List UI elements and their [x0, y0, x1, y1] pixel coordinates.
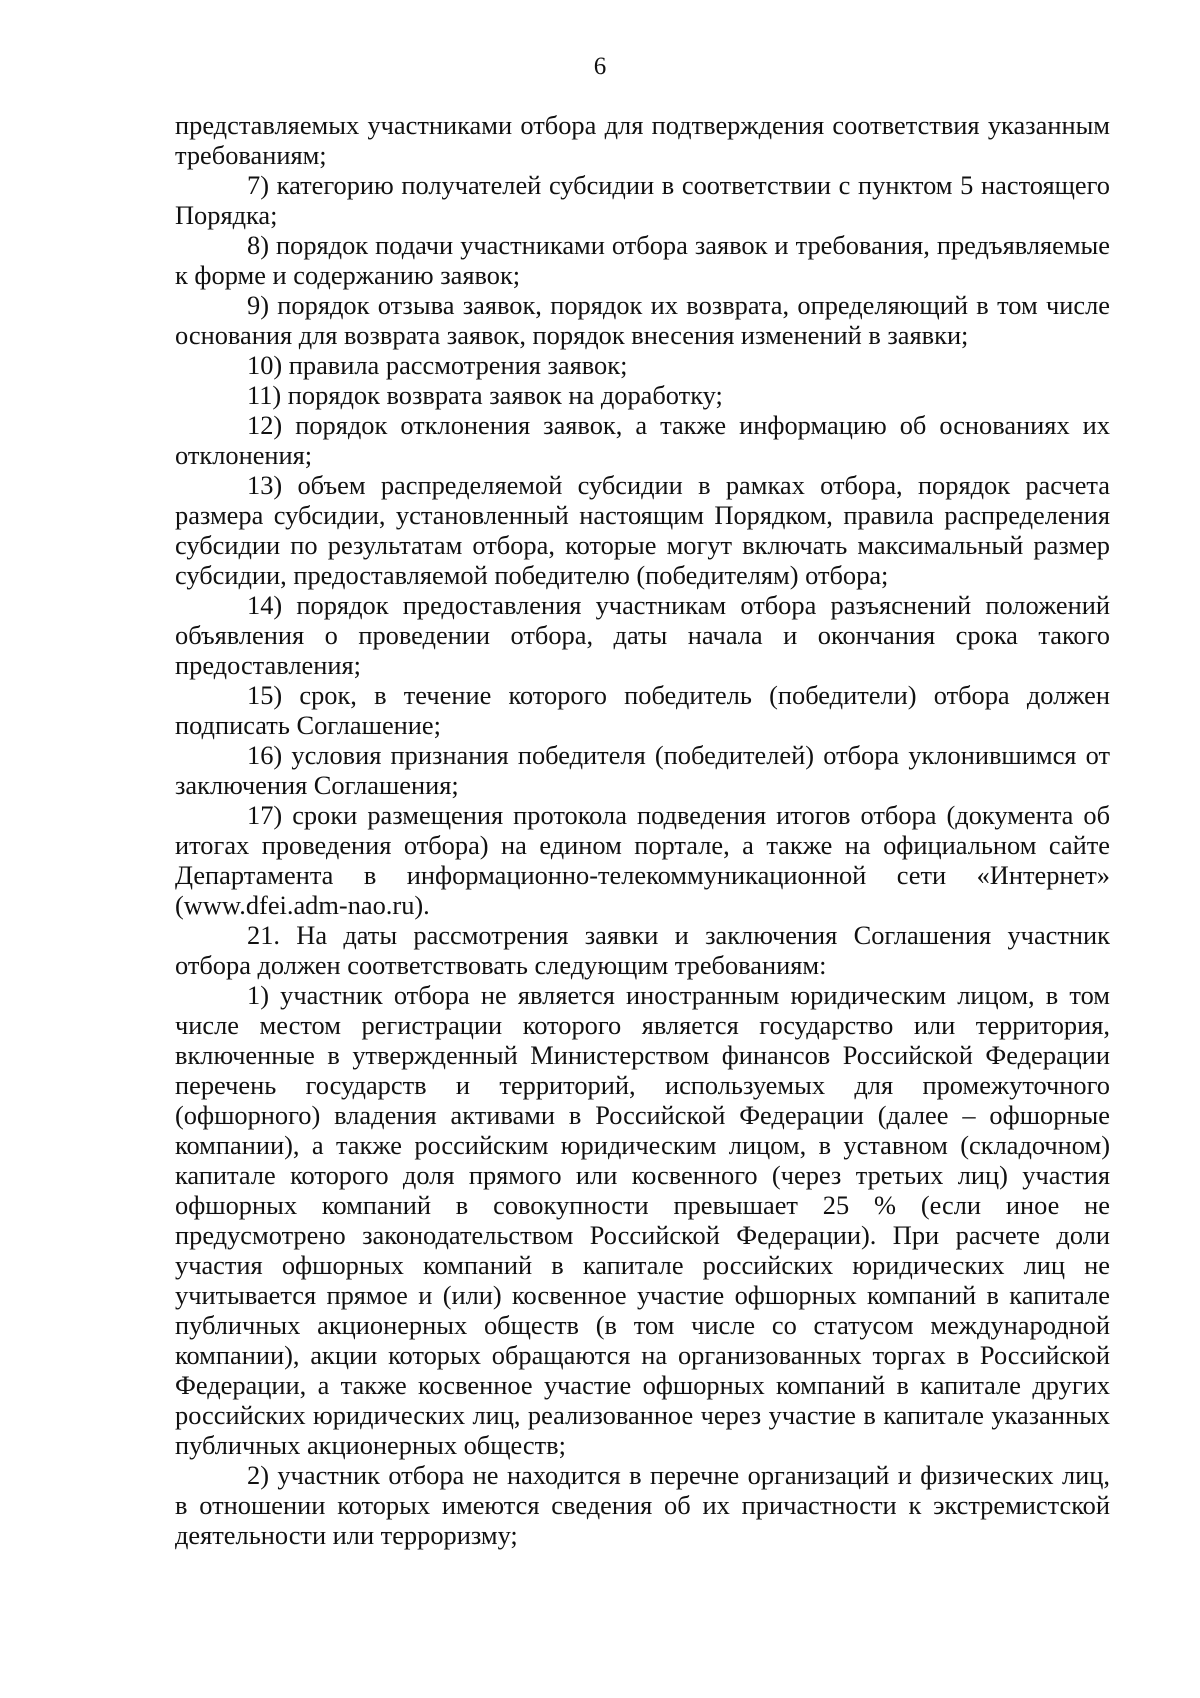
- paragraph-continuation: представляемых участниками отбора для подтверждения соответствия указанным требованиям;: [175, 110, 1110, 170]
- list-item-9: 9) порядок отзыва заявок, порядок их возврата, определяющий в том числе основания для возврата заявок, порядок внесения изменений в заявки;: [175, 290, 1110, 350]
- requirement-1: 1) участник отбора не является иностранным юридическим лицом, в том числе местом регистрации которого является государство или территория, включенные в утвержденный Министерством финансов Российской Федерации перечень государств и территорий, используемых для промежуточного (офшорного) владения активами в Российской Федерации (далее – офшорные компании), а также российским юридическим лицом, в уставном (складочном) капитале которого доля прямого или косвенного (через третьих лиц) участия офшорных компаний в совокупности превышает 25 % (если иное не предусмотрено законодательством Российской Федерации). При расчете доли участия офшорных компаний в капитале российских юридических лиц не учитывается прямое и (или) косвенное участие офшорных компаний в капитале публичных акционерных обществ (в том числе со статусом международной компании), акции которых обращаются на организованных торгах в Российской Федерации, а также косвенное участие офшорных компаний в капитале других российских юридических лиц, реализованное через участие в капитале указанных публичных акционерных обществ;: [175, 980, 1110, 1460]
- list-item-10: 10) правила рассмотрения заявок;: [247, 350, 628, 380]
- requirement-2: 2) участник отбора не находится в перечне организаций и физических лиц, в отношении которых имеются сведения об их причастности к экстремистской деятельности или терроризму;: [175, 1460, 1110, 1550]
- list-item-11: 11) порядок возврата заявок на доработку;: [247, 380, 723, 410]
- list-item-16: 16) условия признания победителя (победителей) отбора уклонившимся от заключения Соглашения;: [175, 740, 1110, 800]
- document-body: [175, 110, 1110, 1550]
- list-item-14: 14) порядок предоставления участникам отбора разъяснений положений объявления о проведении отбора, даты начала и окончания срока такого предоставления;: [175, 590, 1110, 680]
- list-item-13: 13) объем распределяемой субсидии в рамках отбора, порядок расчета размера субсидии, установленный настоящим Порядком, правила распределения субсидии по результатам отбора, которые могут включать максимальный размер субсидии, предоставляемой победителю (победителям) отбора;: [175, 470, 1110, 590]
- list-item-7: 7) категорию получателей субсидии в соответствии с пунктом 5 настоящего Порядка;: [175, 170, 1110, 230]
- list-item-15: 15) срок, в течение которого победитель (победители) отбора должен подписать Соглашение;: [175, 680, 1110, 740]
- page-number: 6: [593, 53, 607, 80]
- list-item-8: 8) порядок подачи участниками отбора заявок и требования, предъявляемые к форме и содержанию заявок;: [175, 230, 1110, 290]
- section-21: 21. На даты рассмотрения заявки и заключения Соглашения участник отбора должен соответствовать следующим требованиям:: [175, 920, 1110, 980]
- list-item-12: 12) порядок отклонения заявок, а также информацию об основаниях их отклонения;: [175, 410, 1110, 470]
- list-item-17: 17) сроки размещения протокола подведения итогов отбора (документа об итогах проведения отбора) на едином портале, а также на официальном сайте Департамента в информационно-телекоммуникационной сети «Интернет» (www.dfei.adm-nao.ru).: [175, 800, 1110, 920]
